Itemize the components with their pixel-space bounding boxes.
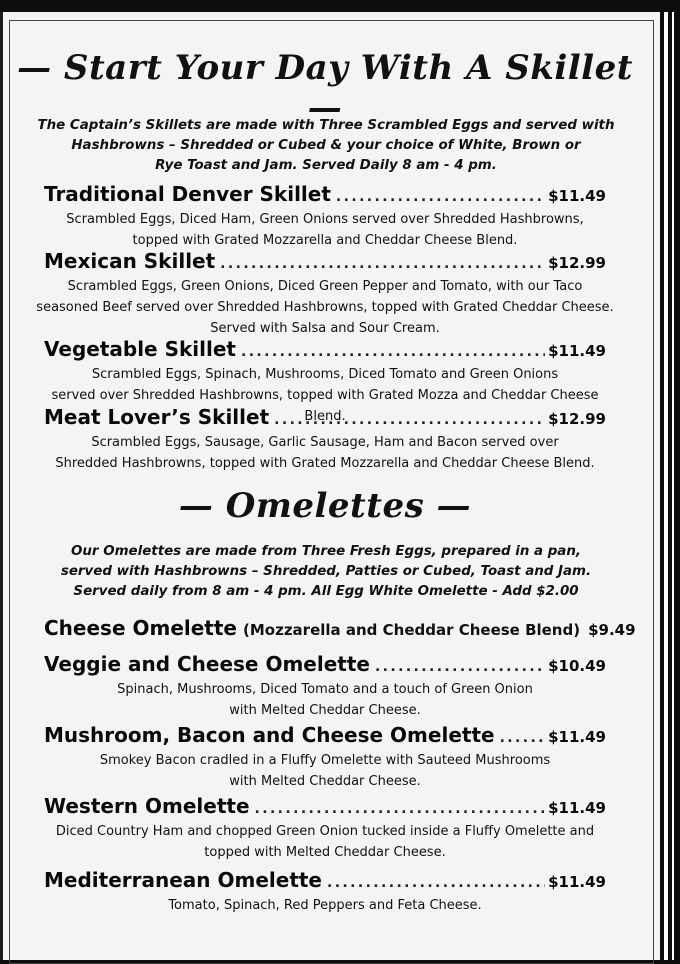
item-name: Mediterranean Omelette <box>44 868 322 892</box>
description-line: with Melted Cheddar Cheese. <box>229 774 421 789</box>
item-price: $11.49 <box>548 799 606 817</box>
item-price: $9.49 <box>588 621 636 639</box>
description-line: Diced Country Ham and chopped Green Onion tucked inside a Fluffy Omelette and <box>55 824 595 839</box>
item-description <box>30 679 620 721</box>
description-line: Tomato, Spinach, Red Peppers and Feta Cheese. <box>168 898 482 913</box>
item-price: $11.49 <box>548 342 606 360</box>
item-description <box>30 895 620 916</box>
dot-leader <box>375 659 545 675</box>
menu-item-mushroom-bacon-omelette <box>0 723 650 792</box>
item-price: $11.49 <box>548 728 606 746</box>
dot-leader <box>241 344 545 360</box>
skillet-intro-line: Hashbrowns – Shredded or Cubed & your choice of White, Brown or <box>71 138 581 153</box>
omelette-intro-line: served with Hashbrowns – Shredded, Patties or Cubed, Toast and Jam. <box>60 564 592 579</box>
dot-leader <box>327 875 545 891</box>
page-edge-line <box>664 12 668 960</box>
description-line: Spinach, Mushrooms, Diced Tomato and a touch of Green Onion <box>117 682 533 697</box>
item-description <box>30 432 620 474</box>
page-edge-line <box>672 12 674 960</box>
item-description <box>30 821 620 863</box>
description-line: Scrambled Eggs, Spinach, Mushrooms, Diced Tomato and Green Onions <box>91 367 559 382</box>
item-name: Traditional Denver Skillet <box>44 182 331 206</box>
item-name: Mushroom, Bacon and Cheese Omelette <box>44 723 495 747</box>
skillet-section-title: — Start Your Day With A Skillet — <box>17 48 633 128</box>
dot-leader <box>336 189 545 205</box>
item-price: $12.99 <box>548 410 606 428</box>
description-line: seasoned Beef served over Shredded Hashbrowns, topped with Grated Cheddar Cheese. <box>36 300 614 315</box>
menu-item-mediterranean-omelette <box>0 868 650 916</box>
item-price: $10.49 <box>548 657 606 675</box>
menu-item-mexican-skillet <box>0 249 650 339</box>
description-line: topped with Grated Mozzarella and Cheddar Cheese Blend. <box>132 233 518 248</box>
omelette-intro-line: Our Omelettes are made from Three Fresh Eggs, prepared in a pan, <box>71 544 581 559</box>
item-description <box>30 209 620 251</box>
description-line: topped with Melted Cheddar Cheese. <box>204 845 446 860</box>
omelette-intro-line: Served daily from 8 am - 4 pm. All Egg White Omelette - Add $2.00 <box>73 584 579 599</box>
item-description <box>30 276 620 339</box>
dot-leader <box>274 412 545 428</box>
description-line: Scrambled Eggs, Diced Ham, Green Onions served over Shredded Hashbrowns, <box>66 212 584 227</box>
item-description <box>30 750 620 792</box>
item-price: $11.49 <box>548 873 606 891</box>
skillet-intro-line: Rye Toast and Jam. Served Daily 8 am - 4 pm. <box>155 158 497 173</box>
item-name: Western Omelette <box>44 794 250 818</box>
menu-item-meat-lovers-skillet <box>0 405 650 474</box>
description-line: with Melted Cheddar Cheese. <box>229 703 421 718</box>
item-name: Meat Lover’s Skillet <box>44 405 270 429</box>
menu-item-denver-skillet <box>0 182 650 251</box>
omelette-section-title: — Omelettes — <box>178 486 472 526</box>
dot-leader <box>255 801 546 817</box>
omelette-intro <box>30 542 622 602</box>
item-name: Cheese Omelette <box>44 616 237 640</box>
description-line: Served with Salsa and Sour Cream. <box>210 321 440 336</box>
item-name: Veggie and Cheese Omelette <box>44 652 370 676</box>
item-price: $12.99 <box>548 254 606 272</box>
dot-leader <box>220 256 545 272</box>
dot-leader <box>500 730 546 746</box>
item-name: Vegetable Skillet <box>44 337 236 361</box>
item-name: Mexican Skillet <box>44 249 216 273</box>
description-line: Shredded Hashbrowns, topped with Grated Mozzarella and Cheddar Cheese Blend. <box>55 456 595 471</box>
skillet-intro-line: The Captain’s Skillets are made with Three Scrambled Eggs and served with <box>37 118 615 133</box>
menu-item-cheese-omelette <box>0 616 650 640</box>
skillet-intro <box>30 116 622 176</box>
menu-item-western-omelette <box>0 794 650 863</box>
description-line: Scrambled Eggs, Sausage, Garlic Sausage, Ham and Bacon served over <box>91 435 559 450</box>
description-line: served over Shredded Hashbrowns, topped with Grated Mozza and Cheddar Cheese Blend. <box>51 388 599 424</box>
item-price: $11.49 <box>548 187 606 205</box>
description-line: Scrambled Eggs, Green Onions, Diced Green Pepper and Tomato, with our Taco <box>67 279 583 294</box>
menu-item-veggie-cheese-omelette <box>0 652 650 721</box>
item-subtitle: (Mozzarella and Cheddar Cheese Blend) <box>243 621 581 639</box>
description-line: Smokey Bacon cradled in a Fluffy Omelette with Sauteed Mushrooms <box>99 753 551 768</box>
